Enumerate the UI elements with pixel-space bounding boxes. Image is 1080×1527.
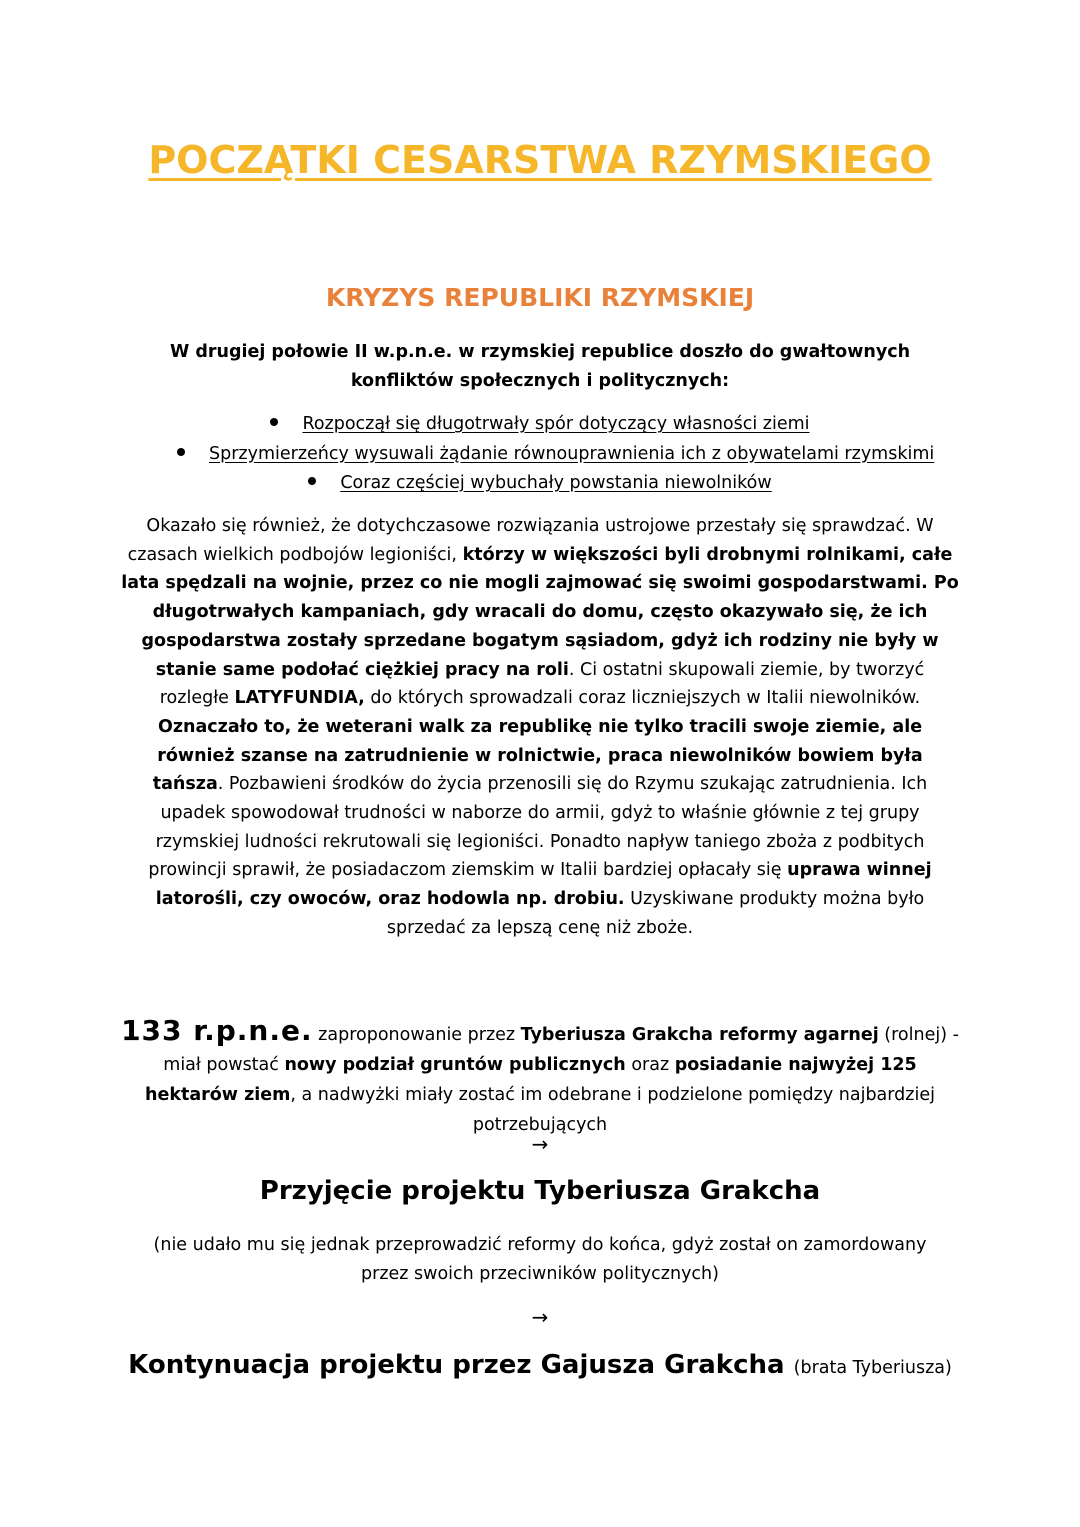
bullet-icon — [270, 418, 278, 426]
list-item: Rozpoczął się długotrwały spór dotyczący własności ziemi — [0, 410, 1080, 440]
list-item: Coraz częściej wybuchały powstania niewolników — [0, 469, 1080, 499]
intro-text: W drugiej połowie II w.p.n.e. w rzymskiej republice doszło do gwałtownych konfliktów społecznych i politycznych: — [169, 342, 911, 391]
body-paragraph: Okazało się również, że dotychczasowe rozwiązania ustrojowe przestały się sprawdzać. W czasach wielkich podbojów legioniści, którzy w większości byli drobnymi rolnikami, całe lata spędzali na wojnie, przez co nie mogli zajmować się swoimi gospodarstwami. Po długotrwałych kampaniach, gdy wracali do domu, często okazywało się, że ich gospodarstwa zostały sprzedane bogatym sąsiadom, gdyż ich rodziny nie były w stanie same podołać ciężkiej pracy na roli. Ci ostatni skupowali ziemie, by tworzyć rozległe LATYFUNDIA, do których sprowadzali coraz liczniejszych w Italii niewolników. Oznaczało to, że weterani walk za republikę nie tylko tracili swoje ziemie, ale również szanse na zatrudnienie w rolnictwie, praca niewolników bowiem była tańsza. Pozbawieni środków do życia przenosili się do Rzymu szukając zatrudnienia. Ich upadek spowodował trudności w naborze do armii, gdyż to właśnie głównie z tej grupy rzymskiej ludności rekrutowali się legioniści. Ponadto napływ taniego zboża z podbitych prowincji sprawił, że posiadaczom ziemskim w Italii bardziej opłacały się uprawa winnej latorośli, czy owoców, oraz hodowla np. drobiu. Uzyskiwane produkty można było sprzedać za lepszą cenę niż zboże. — [121, 516, 959, 938]
bullet-list — [0, 410, 1080, 499]
event-date: 133 r.p.n.e — [121, 1014, 301, 1047]
section-title: KRYZYS REPUBLIKI RZYMSKIEJ — [325, 283, 755, 312]
step-note: (brata Tyberiusza) — [793, 1358, 952, 1378]
arrow-right-icon: → — [531, 1132, 549, 1156]
arrow-right-icon: → — [531, 1305, 549, 1329]
list-item: Sprzymierzeńcy wysuwali żądanie równouprawnienia ich z obywatelami rzymskimi — [0, 440, 1080, 470]
step-heading: Przyjęcie projektu Tyberiusza Grakcha — [259, 1176, 821, 1206]
page-title: POCZĄTKI CESARSTWA RZYMSKIEGO — [148, 138, 932, 182]
event-description: 133 r.p.n.e. zaproponowanie przez Tyberiusza Grakcha reformy agarnej (rolnej) - miał powstać nowy podział gruntów publicznych oraz posiadanie najwyżej 125 hektarów ziem, a nadwyżki miały zostać im odebrane i podzielone pomiędzy najbardziej potrzebujących — [121, 1014, 959, 1135]
bullet-icon — [308, 477, 316, 485]
step-note: (nie udało mu się jednak przeprowadzić reformy do końca, gdyż został on zamordowany przez swoich przeciwników politycznych) — [153, 1235, 927, 1284]
step-heading: Kontynuacja projektu przez Gajusza Grakcha (brata Tyberiusza) — [128, 1350, 952, 1380]
bullet-icon — [177, 448, 185, 456]
